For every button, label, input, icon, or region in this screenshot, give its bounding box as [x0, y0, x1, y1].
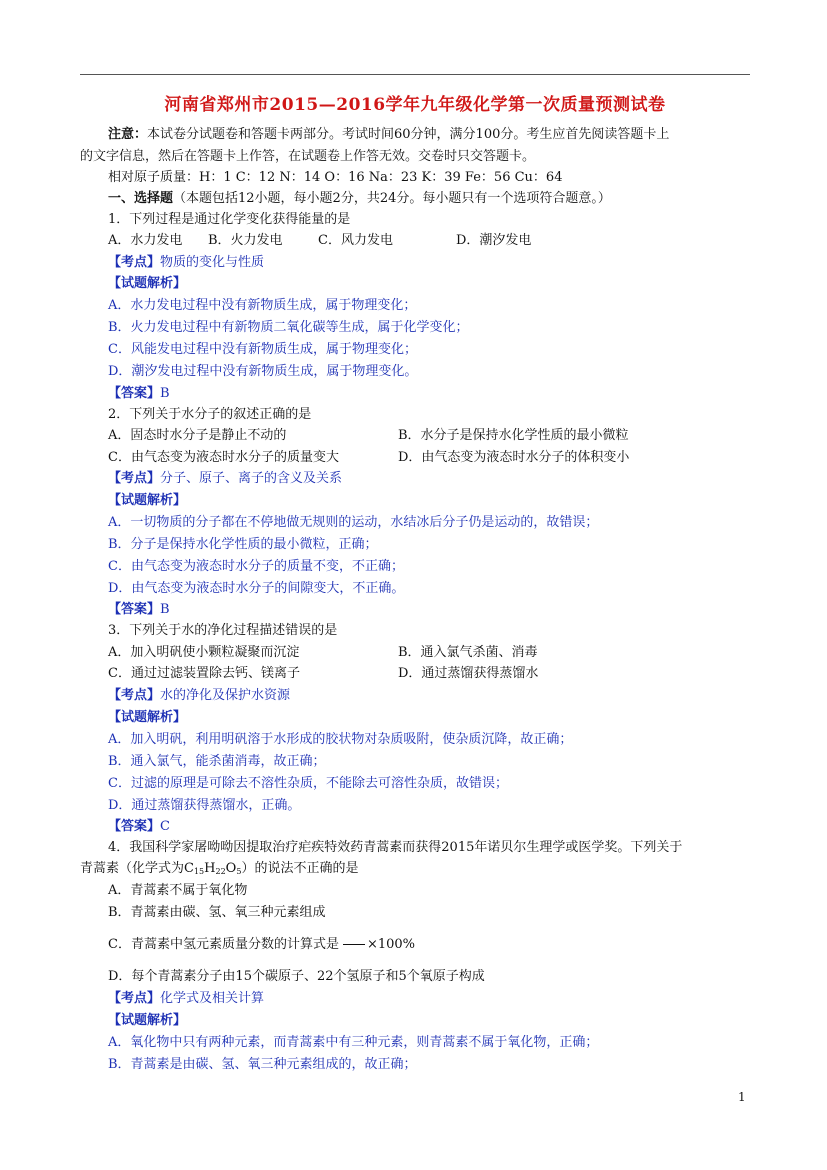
- q1-option-a: A．水力发电: [108, 233, 183, 248]
- q1-option-d: D．潮汐发电: [456, 233, 532, 248]
- q2-analysis-d: D．由气态变为液态时水分子的间隙变大，不正确。: [108, 581, 405, 596]
- q3-option-d: D．通过蒸馏获得蒸馏水: [398, 666, 539, 681]
- notice-label: 注意：: [108, 127, 148, 142]
- analysis-label: 【试题解析】: [108, 493, 187, 508]
- q3-option-b: B．通入氯气杀菌、消毒: [398, 645, 538, 660]
- q2-answer: [108, 600, 170, 620]
- q4-option-c-percent: ×100%: [366, 937, 416, 952]
- analysis-label: 【试题解析】: [108, 276, 187, 291]
- q2-stem: 2．下列关于水分子的叙述正确的是: [108, 407, 312, 422]
- q1-option-b: B．火力发电: [208, 233, 283, 248]
- q4-option-c: [108, 935, 415, 955]
- q3-analysis-a: A．加入明矾，利用明矾溶于水形成的胶状物对杂质吸附，使杂质沉降，故正确；: [108, 732, 573, 747]
- q4-stem-line-1: 4．我国科学家屠呦呦因提取治疗疟疾特效药青蒿素而获得2015年诺贝尔生理学或医学奖。下列关于: [108, 840, 683, 855]
- q2-analysis-c: C．由气态变为液态时水分子的质量不变，不正确；: [108, 559, 404, 574]
- q1-answer: [108, 384, 170, 404]
- kaodian-label: 【考点】: [108, 991, 161, 1006]
- q3-analysis-c: C．过滤的原理是可除去不溶性杂质，不能除去可溶性杂质，故错误；: [108, 776, 508, 791]
- formula-o: O: [225, 861, 237, 876]
- q3-options-row-2: [108, 664, 748, 684]
- analysis-label: 【试题解析】: [108, 1013, 187, 1028]
- q3-analysis-label: [108, 708, 186, 728]
- q3-options-row-1: [108, 643, 748, 663]
- answer-label: 【答案】: [108, 386, 161, 401]
- page-title: 河南省郑州市2015—2016学年九年级化学第一次质量预测试卷: [164, 95, 666, 115]
- kaodian-label: 【考点】: [108, 688, 161, 703]
- formula-sub-c: 15: [193, 867, 205, 876]
- q4-analysis-b: B．青蒿素是由碳、氢、氧三种元素组成的，故正确；: [108, 1057, 417, 1072]
- q2-option-a: A．固态时水分子是静止不动的: [108, 428, 287, 443]
- header-rule: [80, 74, 750, 75]
- section-heading: [108, 189, 611, 209]
- page-number: 1: [738, 1090, 746, 1104]
- formula-h: H: [204, 861, 216, 876]
- q4-stem-line-2: [80, 859, 358, 879]
- q1-analysis-c: C．风能发电过程中没有新物质生成，属于物理变化；: [108, 342, 417, 357]
- q3-option-a: A．加入明矾使小颗粒凝聚而沉淀: [108, 645, 300, 660]
- notice-line-1: [108, 125, 669, 145]
- section-desc: （本题包括12小题，每小题2分，共24分。每小题只有一个选项符合题意。）: [173, 191, 611, 206]
- q1-stem: 1．下列过程是通过化学变化获得能量的是: [108, 212, 351, 227]
- q2-options-row-2: [108, 448, 748, 468]
- q2-options-row-1: [108, 426, 748, 446]
- q3-option-c: C．通过过滤装置除去钙、镁离子: [108, 666, 300, 681]
- q2-kaodian-text: 分子、原子、离子的含义及关系: [160, 471, 343, 486]
- q1-options: [108, 231, 748, 251]
- notice-text-1: 本试卷分试题卷和答题卡两部分。考试时间60分钟，满分100分。考生应首先阅读答题卡上: [147, 127, 670, 142]
- q4-analysis-label: [108, 1011, 186, 1031]
- q4-option-a: A．青蒿素不属于氧化物: [108, 883, 248, 898]
- fraction-bar: [343, 944, 365, 945]
- q2-analysis-label: [108, 491, 186, 511]
- kaodian-label: 【考点】: [108, 471, 161, 486]
- q4-stem-post: ）的说法不正确的是: [241, 861, 359, 876]
- notice-line-2: 的文字信息，然后在答题卡上作答，在试题卷上作答无效。交卷时只交答题卡。: [80, 149, 536, 164]
- q1-analysis-d: D．潮汐发电过程中没有新物质生成，属于物理变化。: [108, 364, 418, 379]
- analysis-label: 【试题解析】: [108, 710, 187, 725]
- q3-stem: 3．下列关于水的净化过程描述错误的是: [108, 623, 338, 638]
- q2-option-c: C．由气态变为液态时水分子的质量变大: [108, 450, 339, 465]
- q4-analysis-a: A．氧化物中只有两种元素，而青蒿素中有三种元素，则青蒿素不属于氧化物，正确；: [108, 1035, 599, 1050]
- q1-analysis-b: B．火力发电过程中有新物质二氧化碳等生成，属于化学变化；: [108, 320, 469, 335]
- q3-answer: [108, 817, 170, 837]
- q3-kaodian: [108, 686, 290, 706]
- answer-label: 【答案】: [108, 819, 161, 834]
- q2-analysis-b: B．分子是保持水化学性质的最小微粒，正确；: [108, 537, 378, 552]
- q3-analysis-b: B．通入氯气，能杀菌消毒，故正确；: [108, 754, 326, 769]
- q1-analysis-label: [108, 274, 186, 294]
- q2-answer-value: B: [160, 602, 170, 617]
- atomic-masses: 相对原子质量：H：1 C：12 N：14 O：16 Na：23 K：39 Fe：56 Cu：64: [108, 170, 563, 185]
- q3-kaodian-text: 水的净化及保护水资源: [160, 688, 291, 703]
- q4-option-d: D．每个青蒿素分子由15个碳原子、22个氢原子和5个氧原子构成: [108, 969, 485, 984]
- q4-option-c-text: C．青蒿素中氢元素质量分数的计算式是: [108, 937, 339, 952]
- section-label: 一、选择题: [108, 191, 174, 206]
- q3-analysis-d: D．通过蒸馏获得蒸馏水，正确。: [108, 798, 301, 813]
- q1-kaodian-text: 物质的变化与性质: [160, 255, 265, 270]
- q1-answer-value: B: [160, 386, 170, 401]
- kaodian-label: 【考点】: [108, 255, 161, 270]
- answer-label: 【答案】: [108, 602, 161, 617]
- q1-kaodian: [108, 253, 264, 273]
- q1-analysis-a: A．水力发电过程中没有新物质生成，属于物理变化；: [108, 298, 417, 313]
- q1-option-c: C．风力发电: [318, 233, 393, 248]
- q2-analysis-a: A．一切物质的分子都在不停地做无规则的运动，水结冰后分子仍是运动的，故错误；: [108, 515, 599, 530]
- q4-option-b: B．青蒿素由碳、氢、氧三种元素组成: [108, 905, 326, 920]
- formula-sub-o: 5: [236, 867, 242, 876]
- q3-answer-value: C: [160, 819, 170, 834]
- q2-option-b: B．水分子是保持水化学性质的最小微粒: [398, 428, 629, 443]
- q4-kaodian: [108, 989, 264, 1009]
- formula-sub-h: 22: [215, 867, 226, 876]
- q2-kaodian: [108, 469, 342, 489]
- q2-option-d: D．由气态变为液态时水分子的体积变小: [398, 450, 630, 465]
- q4-stem-pre: 青蒿素（化学式为C: [80, 861, 194, 876]
- q4-kaodian-text: 化学式及相关计算: [160, 991, 265, 1006]
